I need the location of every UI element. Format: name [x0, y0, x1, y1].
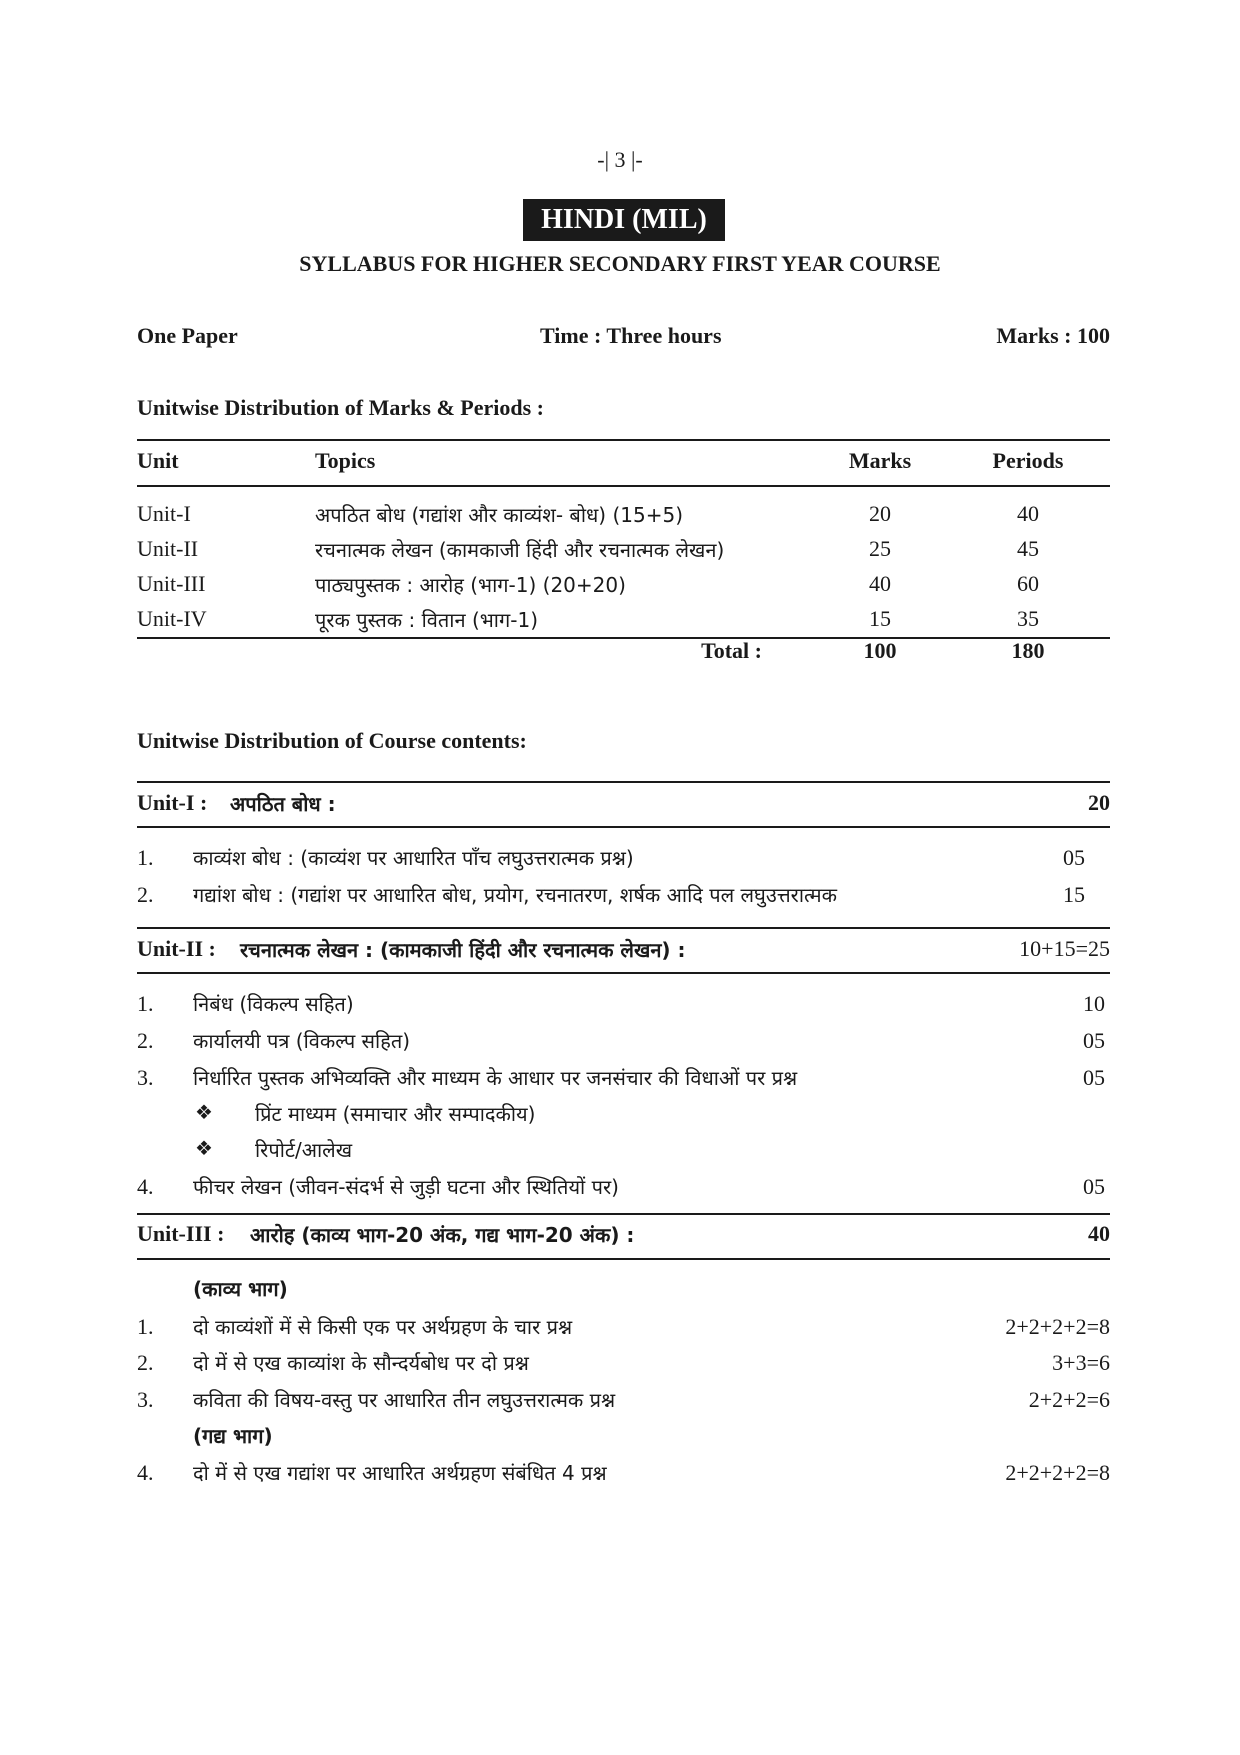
unit2-bottom-rule [137, 972, 1110, 974]
item-text: गद्यांश बोध : (गद्यांश पर आधारित बोध, प्रयोग, रचनातरण, शर्षक आदि पल लघुउत्तरात्मक [193, 883, 837, 907]
item-marks: 2+2+2=6 [1028, 1387, 1110, 1412]
row-periods: 35 [1017, 606, 1039, 631]
unit2-top-rule [137, 927, 1110, 929]
item-number: 1. [137, 1314, 154, 1339]
total-marks: Marks : 100 [996, 323, 1110, 348]
page-number: -| 3 |- [597, 147, 643, 172]
item-text: दो में से एख काव्यांश के सौन्दर्यबोध पर दो प्रश्न [193, 1351, 529, 1375]
header-periods: Periods [992, 448, 1064, 473]
row-marks: 40 [869, 571, 891, 596]
unit3-label: Unit-III : [137, 1221, 225, 1246]
item-number: 4. [137, 1460, 154, 1485]
row-marks: 25 [869, 536, 891, 561]
item-text: निबंध (विकल्प सहित) [193, 992, 354, 1016]
item-text: दो काव्यंशों में से किसी एक पर अर्थग्रहण के चार प्रश्न [193, 1315, 573, 1339]
item-marks: 2+2+2+2=8 [1005, 1460, 1110, 1485]
row-topic: पूरक पुस्तक : वितान (भाग-1) [315, 608, 538, 632]
item-marks: 05 [1083, 1174, 1105, 1199]
item-marks: 15 [1063, 882, 1085, 907]
unit2-label: Unit-II : [137, 936, 216, 961]
unit2-marks: 10+15=25 [1019, 936, 1110, 961]
item-number: 4. [137, 1174, 154, 1199]
header-marks: Marks [848, 448, 912, 473]
total-label: Total : [701, 638, 762, 663]
item-number: 1. [137, 845, 154, 870]
poetry-section-label: (काव्य भाग) [193, 1277, 288, 1301]
unit1-marks: 20 [1088, 790, 1110, 815]
item-text: कार्यालयी पत्र (विकल्प सहित) [193, 1029, 411, 1053]
marks-periods-heading: Unitwise Distribution of Marks & Periods : [137, 395, 544, 420]
unit1-label: Unit-I : [137, 790, 208, 815]
prose-section-label: (गद्य भाग) [193, 1424, 273, 1448]
total-periods-value: 180 [1011, 638, 1045, 663]
row-topic: अपठित बोध (गद्यांश और काव्यंश- बोध) (15+5) [315, 503, 684, 527]
unit3-marks: 40 [1088, 1221, 1110, 1246]
bullet-icon: ❖ [195, 1100, 213, 1124]
item-text: कविता की विषय-वस्तु पर आधारित तीन लघुउत्तरात्मक प्रश्न [193, 1388, 616, 1412]
item-number: 3. [137, 1387, 154, 1412]
subject-title: HINDI (MIL) [523, 199, 725, 241]
header-unit: Unit [137, 448, 179, 473]
item-marks: 05 [1063, 845, 1085, 870]
header-topics: Topics [315, 448, 376, 473]
row-unit: Unit-II [137, 536, 199, 561]
row-unit: Unit-III [137, 571, 206, 596]
bullet-text: प्रिंट माध्यम (समाचार और सम्पादकीय) [255, 1102, 536, 1126]
item-number: 1. [137, 991, 154, 1016]
unit2-title: रचनात्मक लेखन : (कामकाजी हिंदी और रचनात्मक लेखन) : [240, 938, 686, 962]
item-number: 2. [137, 1350, 154, 1375]
course-contents-heading: Unitwise Distribution of Course contents: [137, 728, 527, 753]
item-marks: 05 [1083, 1028, 1105, 1053]
row-periods: 45 [1017, 536, 1039, 561]
item-text: फीचर लेखन (जीवन-संदर्भ से जुड़ी घटना और स्थितियों पर) [193, 1175, 619, 1199]
table-header-rule [137, 485, 1110, 487]
item-number: 2. [137, 1028, 154, 1053]
item-marks: 05 [1083, 1065, 1105, 1090]
table-top-rule [137, 439, 1110, 441]
item-marks: 2+2+2+2=8 [1005, 1314, 1110, 1339]
item-text: दो में से एख गद्यांश पर आधारित अर्थग्रहण संबंधित 4 प्रश्न [193, 1461, 607, 1485]
bullet-icon: ❖ [195, 1136, 213, 1160]
unit1-bottom-rule [137, 826, 1110, 828]
row-marks: 15 [869, 606, 891, 631]
row-topic: रचनात्मक लेखन (कामकाजी हिंदी और रचनात्मक लेखन) [315, 538, 725, 562]
row-marks: 20 [869, 501, 891, 526]
unit1-top-rule [137, 781, 1110, 783]
bullet-text: रिपोर्ट/आलेख [255, 1138, 353, 1162]
unit3-top-rule [137, 1213, 1110, 1215]
row-topic: पाठ्यपुस्तक : आरोह (भाग-1) (20+20) [315, 573, 626, 597]
row-unit: Unit-IV [137, 606, 207, 631]
row-periods: 60 [1017, 571, 1039, 596]
unit1-title: अपठित बोध : [230, 792, 336, 816]
row-unit: Unit-I [137, 501, 191, 526]
exam-time: Time : Three hours [540, 323, 722, 348]
row-periods: 40 [1017, 501, 1039, 526]
item-number: 3. [137, 1065, 154, 1090]
item-text: काव्यंश बोध : (काव्यंश पर आधारित पाँच लघुउत्तरात्मक प्रश्न) [193, 846, 634, 870]
item-text: निर्धारित पुस्तक अभिव्यक्ति और माध्यम के आधार पर जनसंचार की विधाओं पर प्रश्न [193, 1066, 798, 1090]
item-marks: 3+3=6 [1052, 1350, 1110, 1375]
unit3-bottom-rule [137, 1258, 1110, 1260]
syllabus-subtitle: SYLLABUS FOR HIGHER SECONDARY FIRST YEAR COURSE [299, 251, 941, 276]
unit3-title: आरोह (काव्य भाग-20 अंक, गद्य भाग-20 अंक) : [250, 1223, 635, 1247]
item-number: 2. [137, 882, 154, 907]
total-marks-value: 100 [863, 638, 897, 663]
paper-count: One Paper [137, 323, 238, 348]
item-marks: 10 [1083, 991, 1105, 1016]
